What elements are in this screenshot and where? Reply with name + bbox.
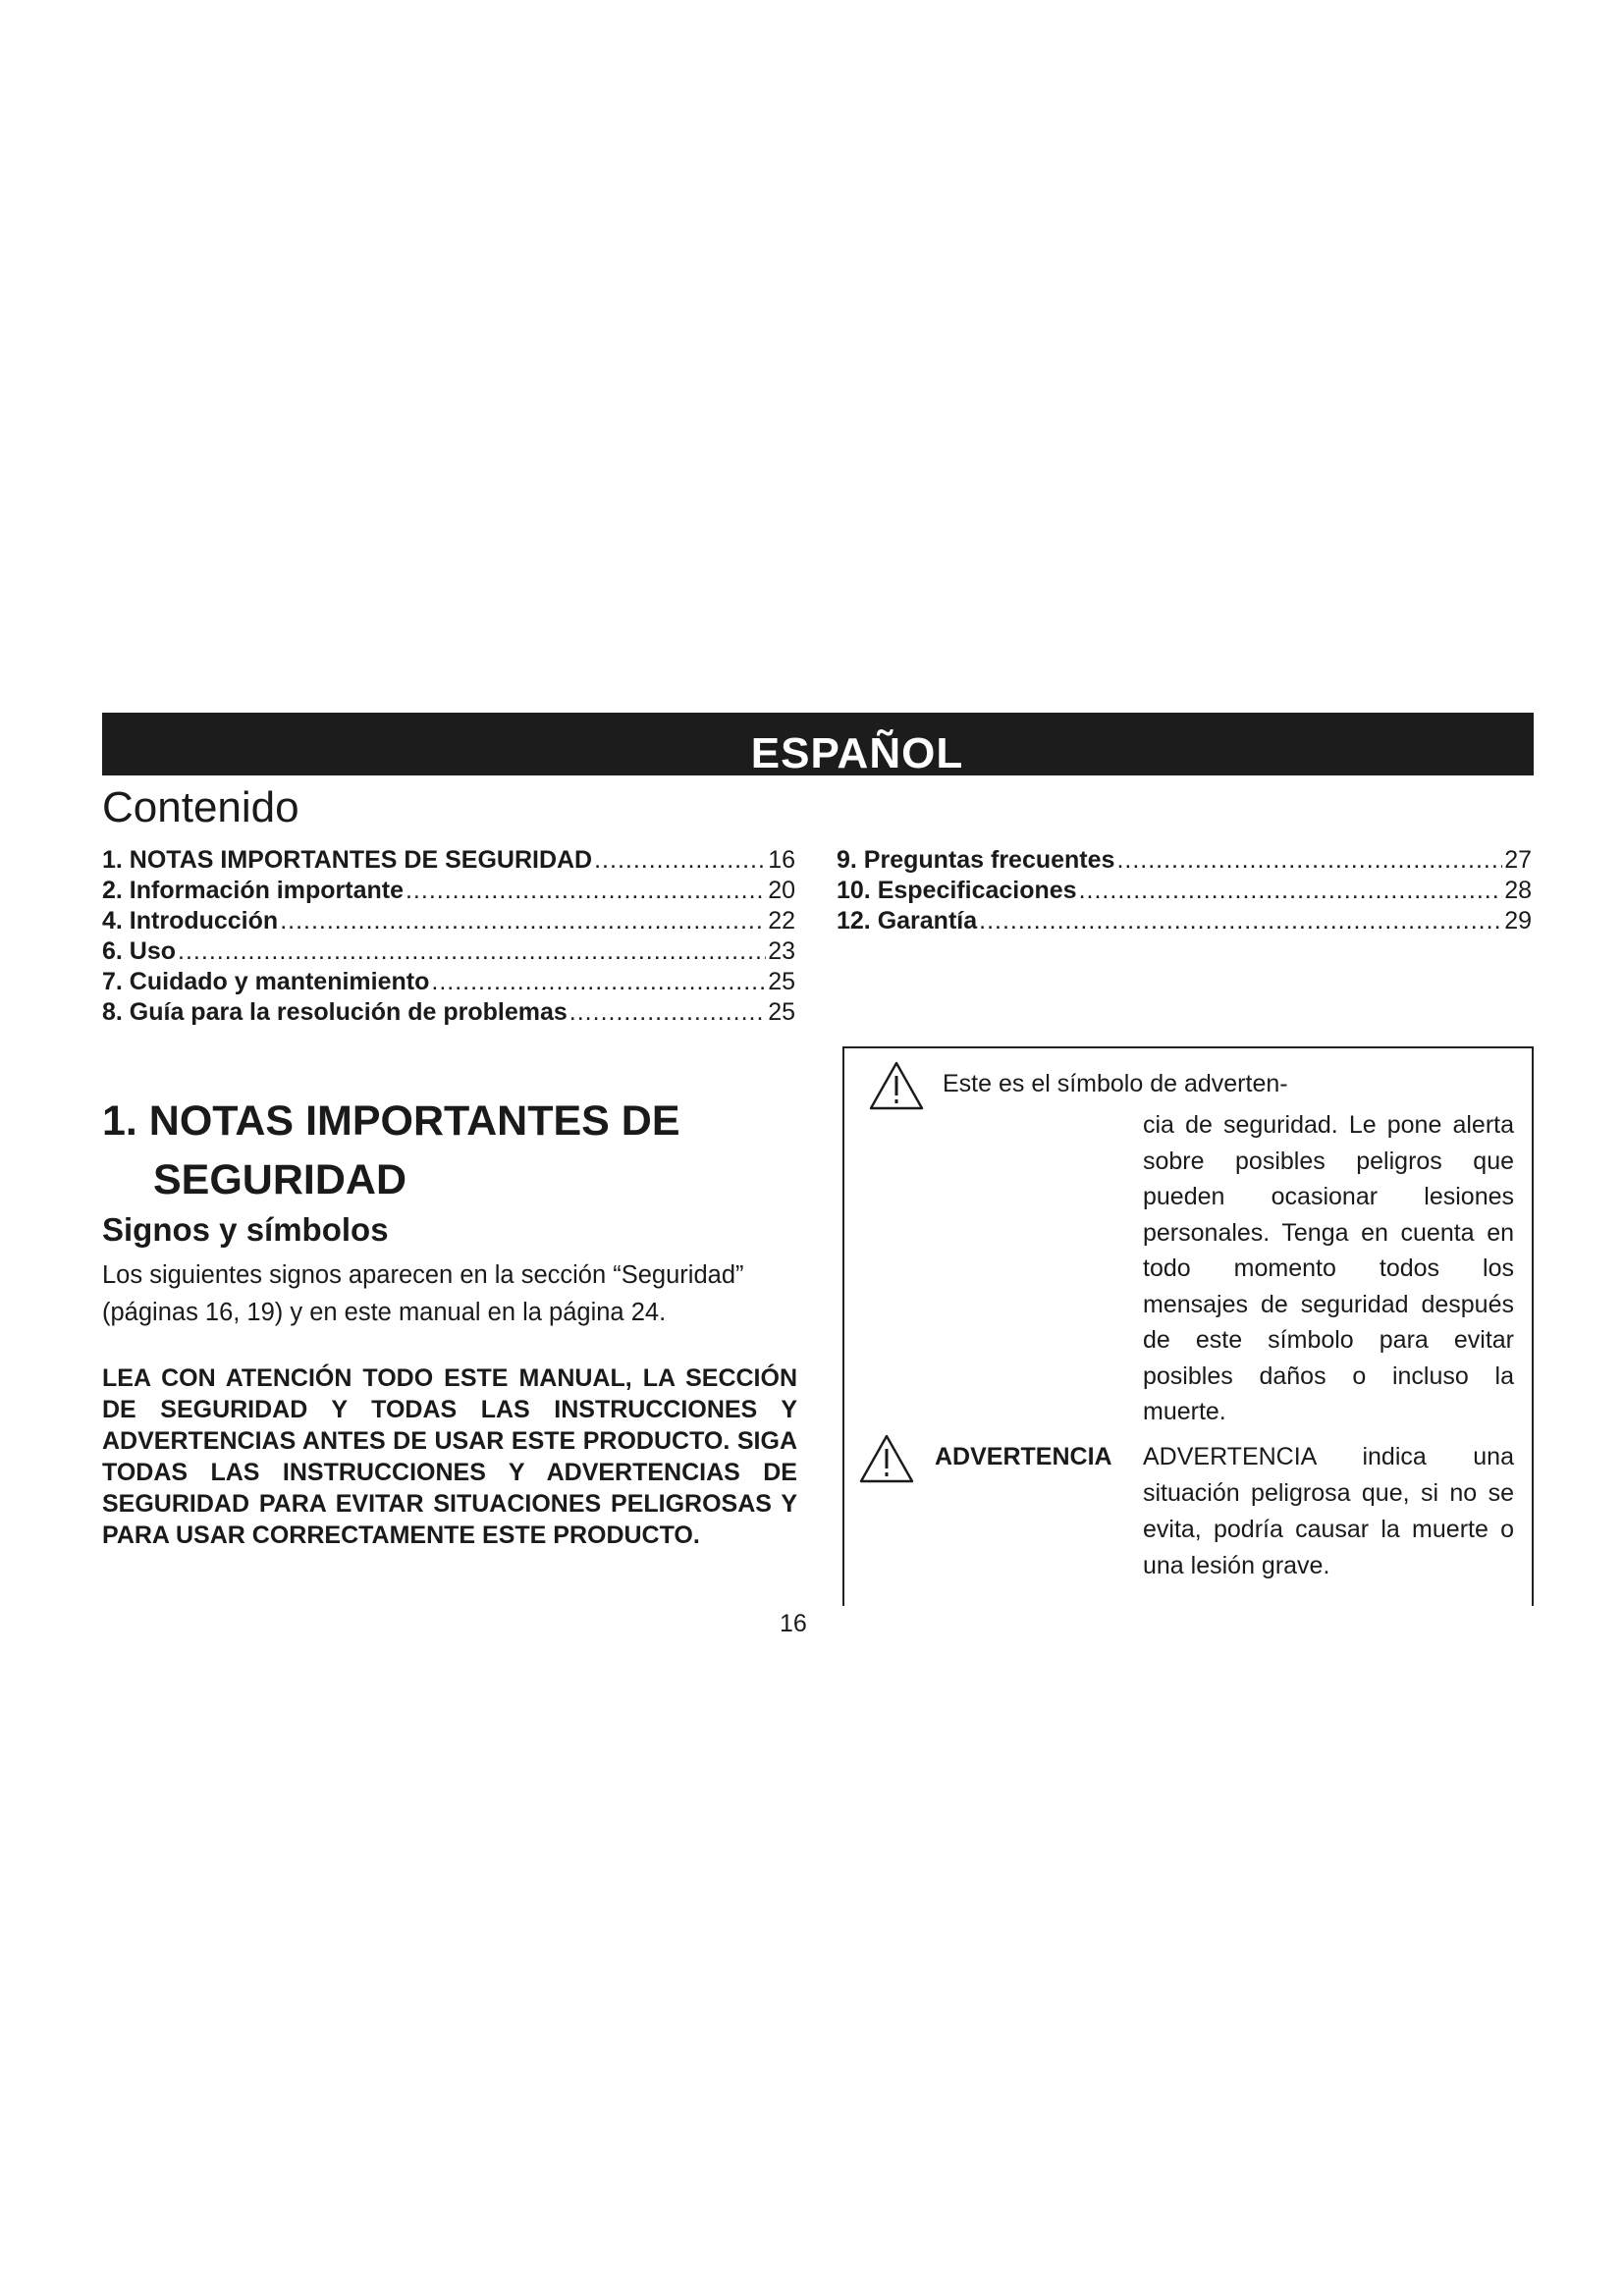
toc-leader-dots	[979, 907, 1502, 935]
toc-entry-label: 2. Información importante	[102, 877, 404, 904]
toc-entry	[102, 907, 795, 937]
toc-entry-page: 28	[1504, 877, 1532, 904]
intro-paragraph: Los siguientes signos aparecen en la sección “Seguridad” (páginas 16, 19) y en este manual en la página 24.	[102, 1261, 744, 1326]
toc-entry-page: 16	[768, 846, 795, 874]
toc-leader-dots	[569, 998, 766, 1027]
toc-entry-page: 29	[1504, 907, 1532, 934]
toc-entry-label: 8. Guía para la resolución de problemas	[102, 998, 568, 1026]
toc-entry-label: 4. Introducción	[102, 907, 279, 934]
toc-entry	[102, 937, 795, 968]
section-subtitle: Signos y símbolos	[102, 1211, 389, 1248]
contents-list-right	[837, 846, 1532, 937]
section-title	[102, 1092, 680, 1209]
toc-entry-label: 9. Preguntas frecuentes	[837, 846, 1115, 874]
contents-list-left	[102, 846, 795, 1029]
warning-triangle-icon	[868, 1060, 925, 1111]
toc-leader-dots	[406, 877, 766, 905]
toc-entry-page: 27	[1504, 846, 1532, 874]
safety-symbol-box	[842, 1046, 1534, 1606]
toc-leader-dots	[431, 968, 766, 996]
advertencia-description: ADVERTENCIA indica una situación peligrosa que, si no se evita, podría causar la muerte o una lesión grave.	[1143, 1443, 1514, 1579]
contents-heading: Contenido	[102, 783, 299, 831]
section-title-line2: SEGURIDAD	[153, 1156, 407, 1203]
language-banner	[102, 713, 1534, 775]
toc-entry-page: 23	[768, 937, 795, 965]
toc-entry-page: 25	[768, 998, 795, 1026]
banner-title: ESPAÑOL	[750, 729, 964, 777]
page-number: 16	[780, 1610, 807, 1637]
toc-entry	[837, 907, 1532, 937]
caps-warning-paragraph: LEA CON ATENCIÓN TODO ESTE MANUAL, LA SECCIÓN DE SEGURIDAD Y TODAS LAS INSTRUCCIONES Y ADVERTENCIAS ANTES DE USAR ESTE PRODUCTO. SIGA TODAS LAS INSTRUCCIONES Y ADVERTENCIAS DE SEGURIDAD PARA EVITAR SITUACIONES PELIGROSAS Y PARA USAR CORRECTAMENTE ESTE PRODUCTO.	[102, 1364, 797, 1549]
toc-entry	[102, 998, 795, 1029]
toc-entry	[102, 968, 795, 998]
toc-entry-label: 10. Especificaciones	[837, 877, 1077, 904]
toc-entry-label: 12. Garantía	[837, 907, 978, 934]
toc-leader-dots	[280, 907, 766, 935]
toc-entry-page: 25	[768, 968, 795, 995]
advertencia-label: ADVERTENCIA	[935, 1443, 1112, 1470]
alert-symbol-description: cia de seguridad. Le pone alerta sobre posibles peligros que pueden ocasionar lesiones personales. Tenga en cuenta en todo momento todos los mensajes de seguridad después de este símbolo para evitar posibles daños o incluso la muerte.	[1143, 1111, 1514, 1425]
toc-entry-page: 22	[768, 907, 795, 934]
section-title-line1: 1. NOTAS IMPORTANTES DE	[102, 1097, 680, 1145]
toc-entry-label: 7. Cuidado y mantenimiento	[102, 968, 430, 995]
toc-leader-dots	[1079, 877, 1503, 905]
toc-leader-dots	[594, 846, 766, 875]
alert-symbol-text-first-line: Este es el símbolo de adverten-	[943, 1070, 1288, 1097]
toc-leader-dots	[1116, 846, 1502, 875]
toc-entry-page: 20	[768, 877, 795, 904]
toc-entry	[837, 846, 1532, 877]
toc-entry-label: 1. NOTAS IMPORTANTES DE SEGURIDAD	[102, 846, 593, 874]
warning-triangle-icon	[858, 1433, 915, 1484]
toc-leader-dots	[178, 937, 766, 966]
toc-entry	[102, 877, 795, 907]
toc-entry	[102, 846, 795, 877]
toc-entry	[837, 877, 1532, 907]
toc-entry-label: 6. Uso	[102, 937, 177, 965]
